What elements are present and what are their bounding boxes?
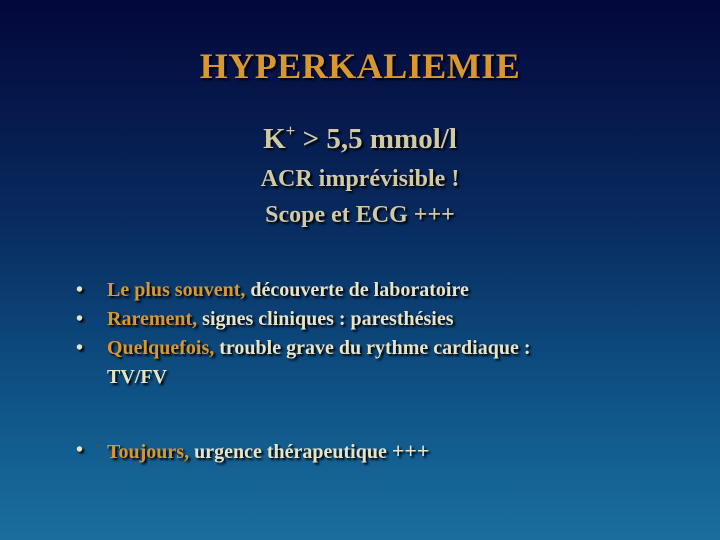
bullet-emphasis: +++ — [391, 438, 430, 463]
slide-title: HYPERKALIEMIE — [199, 46, 521, 86]
bullet-dot: • — [76, 279, 84, 301]
bullet-keyword: Rarement, — [107, 308, 198, 330]
potassium-value: > 5,5 mmol/l — [295, 123, 457, 155]
bullet-keyword: Toujours, — [107, 441, 190, 463]
bullet-item-arrhythmia — [76, 334, 676, 392]
bullet-item-emergency — [76, 436, 676, 467]
bullet-text: découverte de laboratoire — [245, 279, 469, 301]
bullet-item-clinical-signs — [76, 305, 676, 334]
bullet-continuation: TV/FV — [107, 366, 167, 388]
potassium-threshold — [0, 123, 720, 156]
bullet-dot: • — [76, 439, 84, 461]
bullet-item-laboratory — [76, 276, 676, 305]
bullet-list — [76, 276, 676, 467]
bullet-dot: • — [76, 308, 84, 330]
cardiac-arrest-warning: ACR imprévisible ! — [260, 166, 460, 192]
potassium-symbol: K — [263, 123, 286, 155]
monitoring-note: Scope et ECG +++ — [265, 202, 455, 228]
bullet-keyword: Quelquefois, — [107, 337, 215, 359]
bullet-text: signes cliniques : paresthésies — [197, 308, 454, 330]
bullet-dot: • — [76, 337, 84, 359]
bullet-text: trouble grave du rythme cardiaque : — [214, 337, 531, 359]
bullet-text: urgence thérapeutique — [189, 441, 392, 463]
potassium-charge: + — [285, 121, 296, 140]
bullet-keyword: Le plus souvent, — [107, 279, 246, 301]
